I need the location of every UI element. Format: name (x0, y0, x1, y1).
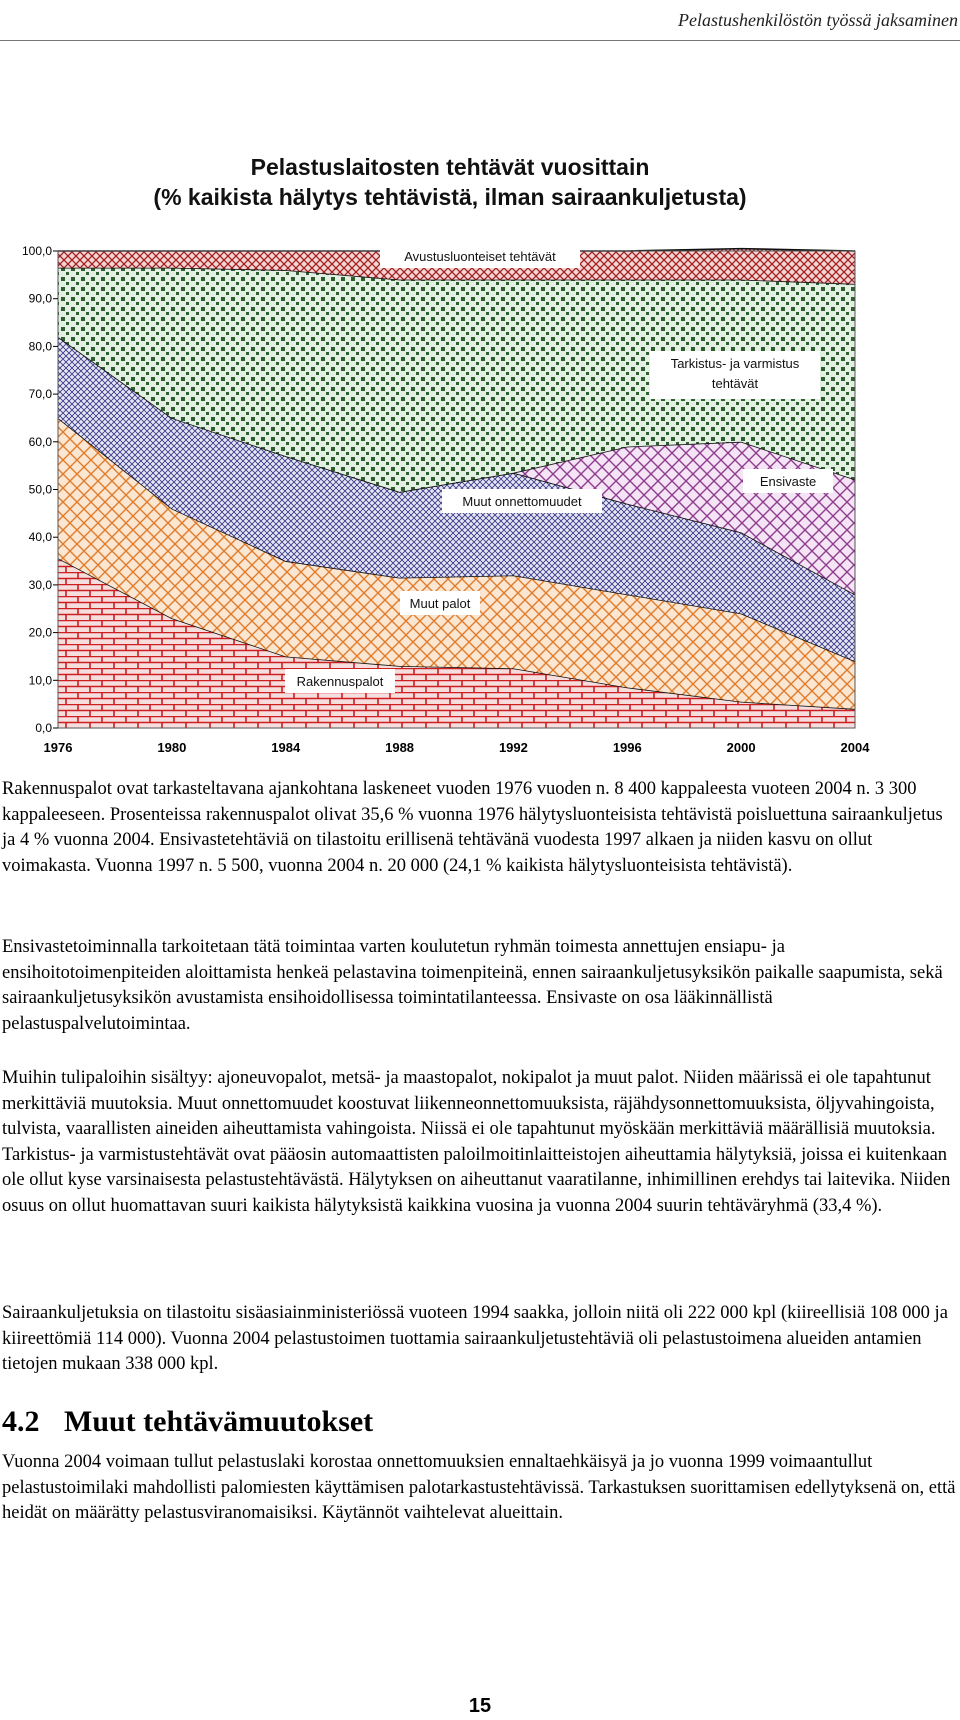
x-tick-label: 1996 (612, 740, 642, 755)
paragraph-pelastuslaki (2, 1450, 958, 1527)
y-tick-label: 40,0 (28, 530, 52, 545)
y-tick-label: 30,0 (28, 577, 52, 592)
section-number: 4.2 (2, 1405, 40, 1438)
stacked-area-chart (0, 236, 960, 772)
x-tick-label: 2004 (840, 740, 870, 755)
y-tick-label: 80,0 (28, 339, 52, 354)
y-tick-label: 60,0 (28, 434, 52, 449)
x-tick-label: 1976 (43, 740, 73, 755)
area-layers (58, 249, 855, 728)
paragraph-sairaankuljetus (2, 1301, 958, 1378)
paragraph-muut-tulipalot (2, 1066, 958, 1219)
paragraph-ensivaste (2, 935, 958, 1037)
x-tick-label: 1988 (385, 740, 415, 755)
section-title: Muut tehtävämuutokset (64, 1405, 374, 1438)
x-tick-label: 1984 (271, 740, 301, 755)
y-tick-label: 90,0 (28, 291, 52, 306)
paragraph-3: Muihin tulipaloihin sisältyy: ajoneuvopalot, metsä- ja maastopalot, nokipalot ja muut palot. Niiden määrissä ei ole tapahtunut merkittäviä muutoksia. Muut onnettomuudet koostuvat liikenneonnettomuuksista, räjähdysonnettomuuksista, öljyvahingoista, tulvista, vaarallisten aineiden aiheuttamista vahingoista. Niissä ei ole tapahtunut myöskään merkittäviä määrällisiä muutoksia. Tarkistus- ja varmistustehtävät ovat pääosin automaattisten paloilmoitinlaitteistojen aiheuttamia hälytyksiä, joissa ei kuitenkaan ole ollut kyse varsinaisesta pelastustehtävästä. Hälytyksen on aiheuttanut vaaratilanne, inhimillinen erehdys tai laitevika. Niiden osuus on ollut huomattavan suuri kaikista hälytyksistä kaikkina vuosina ja vuonna 2004 suurin tehtäväryhmä (33,4 %). (2, 1068, 951, 1216)
area-label: Rakennuspalot (296, 674, 384, 689)
paragraph-5: Vuonna 2004 voimaan tullut pelastuslaki korostaa onnettomuuksien ennaltaehkäisyä ja jo vuonna 1999 voimaantullut pelastustoimilaki mahdollisti palomiesten käyttämisen palotarkastustehtävissä. Tarkastuksen suorittamisen edellytyksenä on, että heidät on määrätty pelastusviranomaisiksi. Käytännöt vaihtelevat alueittain. (2, 1452, 956, 1523)
chart-title-line-2: (% kaikista hälytys tehtävistä, ilman sairaankuljetusta) (153, 184, 747, 210)
section-heading (2, 1404, 373, 1440)
y-tick-label: 20,0 (28, 625, 52, 640)
y-tick-label: 70,0 (28, 387, 52, 402)
x-tick-label: 1980 (157, 740, 187, 755)
y-tick-label: 100,0 (21, 244, 52, 258)
paragraph-4: Sairaankuljetuksia on tilastoitu sisäasiainministeriössä vuoteen 1994 saakka, jolloin niitä oli 222 000 kpl (kiireellisiä 108 000 ja kiireettömiä 114 000). Vuonna 2004 pelastustoimen tuottamia sairaankuljetustehtäviä oli pelastustoimena alueiden antamien tietojen mukaan 338 000 kpl. (2, 1303, 948, 1374)
y-tick-label: 0,0 (35, 721, 52, 735)
chart-title (0, 152, 900, 212)
area-label: Muut onnettomuudet (462, 494, 582, 509)
area-label: Tarkistus- ja varmistus (670, 356, 800, 371)
area-label: Muut palot (409, 596, 471, 611)
chart-title-line-1: Pelastuslaitosten tehtävät vuosittain (250, 154, 650, 180)
running-header: Pelastushenkilöstön työssä jaksaminen (678, 10, 958, 30)
y-tick-label: 10,0 (28, 673, 52, 688)
paragraph-2: Ensivastetoiminnalla tarkoitetaan tätä toimintaa varten koulutetun ryhmän toimesta annettujen ensiapu- ja ensihoitotoimenpiteiden aloittamista henkeä pelastavina toimenpiteinä, ennen sairaankuljetusyksikön paikalle saapumista, sekä sairaankuljetusyksikön avustamista ensihoidollisessa toimintatilanteessa. Ensivaste on osa lääkinnällistä pelastuspalvelutoimintaa. (2, 937, 943, 1034)
page-number: 15 (468, 1695, 492, 1717)
paragraph-rakennuspalot (2, 777, 958, 879)
area-label: Ensivaste (759, 474, 817, 489)
header-divider (0, 40, 960, 41)
chart-svg (0, 236, 960, 772)
area-label: Avustusluonteiset tehtävät (404, 249, 556, 264)
x-tick-label: 1992 (498, 740, 528, 755)
y-tick-label: 50,0 (28, 482, 52, 497)
x-tick-label: 2000 (726, 740, 756, 755)
area-label: tehtävät (711, 376, 759, 391)
paragraph-1: Rakennuspalot ovat tarkasteltavana ajankohtana laskeneet vuoden 1976 vuoden n. 8 400 kappaleesta vuoteen 2004 n. 3 300 kappaleeseen. Prosenteissa rakennuspalot olivat 35,6 % vuonna 1976 hälytysluonteisista tehtävistä poisluettuna sairaankuljetus ja 4 % vuonna 2004. Ensivastetehtäviä on tilastoitu erillisenä tehtävänä vuodesta 1997 alkaen ja niiden kasvu on ollut voimakasta. Vuonna 1997 n. 5 500, vuonna 2004 n. 20 000 (24,1 % kaikista hälytysluonteisista tehtävistä). (2, 779, 943, 876)
